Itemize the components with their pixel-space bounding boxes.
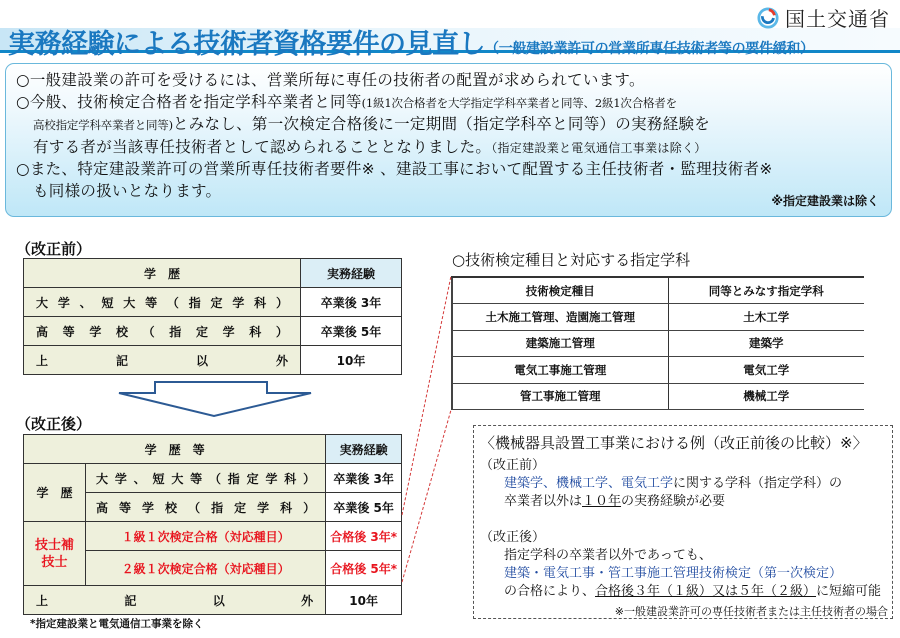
- page-header: [0, 0, 900, 60]
- table-row: 建築施工管理 建築学: [452, 330, 864, 357]
- edu-highschool: 高 等 学 校 （ 指 定 学 科 ）: [96, 500, 316, 515]
- table-row: 管工事施工管理 機械工学: [452, 383, 864, 410]
- edu-grade1: １級１次検定合格（対応種目）: [86, 522, 326, 551]
- header-equivalent-major: 同等とみなす指定学科: [668, 277, 864, 304]
- page-title: [8, 22, 814, 61]
- header-experience: 実務経験: [326, 435, 402, 464]
- edu-university: 大 学 、 短 大 等 （ 指 定 学 科 ）: [96, 471, 316, 486]
- intro-line-3: 高校指定学科卒業者と同等)とみなし、第一次検定合格後に一定期間（指定学科卒と同等）の実務経験を: [33, 115, 711, 133]
- table-row: [24, 317, 402, 346]
- intro-line-2: ○今般、技術検定合格者を指定学科卒業者と同等(1級1次合格者を大学指定学科卒業者と同等、2級1次合格者を: [16, 92, 677, 111]
- table-row: 土木施工管理、造園施工管理 土木工学: [452, 304, 864, 331]
- table-row: 電気工事施工管理 電気工学: [452, 357, 864, 384]
- intro-line-6: も同様の扱いとなります。: [33, 181, 222, 200]
- example-title: 〈機械器具設置工事業における例（改正前後の比較）※〉: [480, 434, 868, 452]
- intro-box: [5, 63, 892, 217]
- exp-value: 卒業後 5年: [301, 317, 402, 346]
- table-header-row: [452, 277, 864, 304]
- down-arrow-icon: [117, 380, 313, 418]
- exp-value: 卒業後 5年: [326, 493, 402, 522]
- example-after-line1: 指定学科の卒業者以外であっても、: [504, 548, 712, 563]
- before-label: （改正前）: [16, 240, 92, 258]
- edu-grade2: ２級１次検定合格（対応種目）: [86, 551, 326, 586]
- intro-line-1: ○一般建設業の許可を受けるには、営業所毎に専任の技術者の配置が求められています。: [16, 71, 645, 89]
- exp-value: 合格後 5年*: [326, 551, 402, 586]
- example-after-label: （改正後）: [480, 530, 546, 545]
- example-before-label: （改正前）: [480, 458, 546, 473]
- example-after-line2: 建築・電気工事・管工事施工管理技術検定（第一次検定）: [504, 566, 843, 581]
- header-exam-type: 技術検定種目: [452, 277, 668, 304]
- table-header-row: [24, 259, 402, 288]
- table-row: [24, 586, 402, 615]
- example-before-line2: 卒業者以外は１０年の実務経験が必要: [504, 494, 726, 509]
- intro-line-4: 有する者が当該専任技術者として認められることとなりました。（指定建設業と電気通信工事業は除く）: [33, 137, 707, 156]
- page-subtitle: （一般建設業許可の営業所専任技術者等の要件緩和）: [485, 41, 814, 57]
- group-education: 学 歴: [24, 464, 86, 522]
- table-row: [24, 522, 402, 551]
- before-table: [23, 258, 402, 375]
- group-gishi: 技士補 技士: [24, 522, 86, 586]
- intro-note: ※指定建設業は除く: [771, 194, 879, 208]
- example-after-line3: の合格により、合格後３年（１級）又は５年（２級）に短縮可能: [504, 584, 882, 599]
- header-education: 学 歴 等: [24, 435, 326, 464]
- edu-other: 上 記 以 外: [36, 353, 288, 368]
- header-education: 学 歴: [24, 259, 301, 288]
- table-row: [24, 464, 402, 493]
- mapping-title: ○技術検定種目と対応する指定学科: [452, 251, 691, 269]
- ministry-name: 国土交通省: [785, 7, 890, 31]
- exp-value: 卒業後 3年: [301, 288, 402, 317]
- table-row: [24, 346, 402, 375]
- after-label: （改正後）: [16, 415, 92, 433]
- edu-highschool: 高 等 学 校 （ 指 定 学 科 ）: [36, 324, 288, 339]
- table-row: [24, 288, 402, 317]
- mapping-table: [451, 276, 864, 410]
- table-header-row: [24, 435, 402, 464]
- mlit-logo-icon: [757, 7, 779, 29]
- intro-line-5: ○また、特定建設業許可の営業所専任技術者要件※ 、建設工事において配置する主任技術者・監理技術者※: [16, 160, 773, 178]
- example-box: [473, 425, 893, 619]
- after-footnote: *指定建設業と電気通信工事業を除く: [30, 618, 204, 630]
- example-before-line1: 建築学、機械工学、電気工学に関する学科（指定学科）の: [504, 476, 843, 491]
- exp-value: 合格後 3年*: [326, 522, 402, 551]
- edu-university: 大 学 、 短 大 等 （ 指 定 学 科 ）: [36, 295, 288, 310]
- exp-value: 10年: [326, 586, 402, 615]
- title-main: 実務経験による技術者資格要件の見直し: [8, 29, 485, 60]
- edu-other: 上 記 以 外: [36, 593, 314, 608]
- after-table: [23, 434, 402, 615]
- example-note: ※一般建設業許可の専任技術者または主任技術者の場合: [614, 605, 888, 618]
- exp-value: 10年: [301, 346, 402, 375]
- header-experience: 実務経験: [301, 259, 402, 288]
- ministry-brand: [757, 3, 890, 32]
- exp-value: 卒業後 3年: [326, 464, 402, 493]
